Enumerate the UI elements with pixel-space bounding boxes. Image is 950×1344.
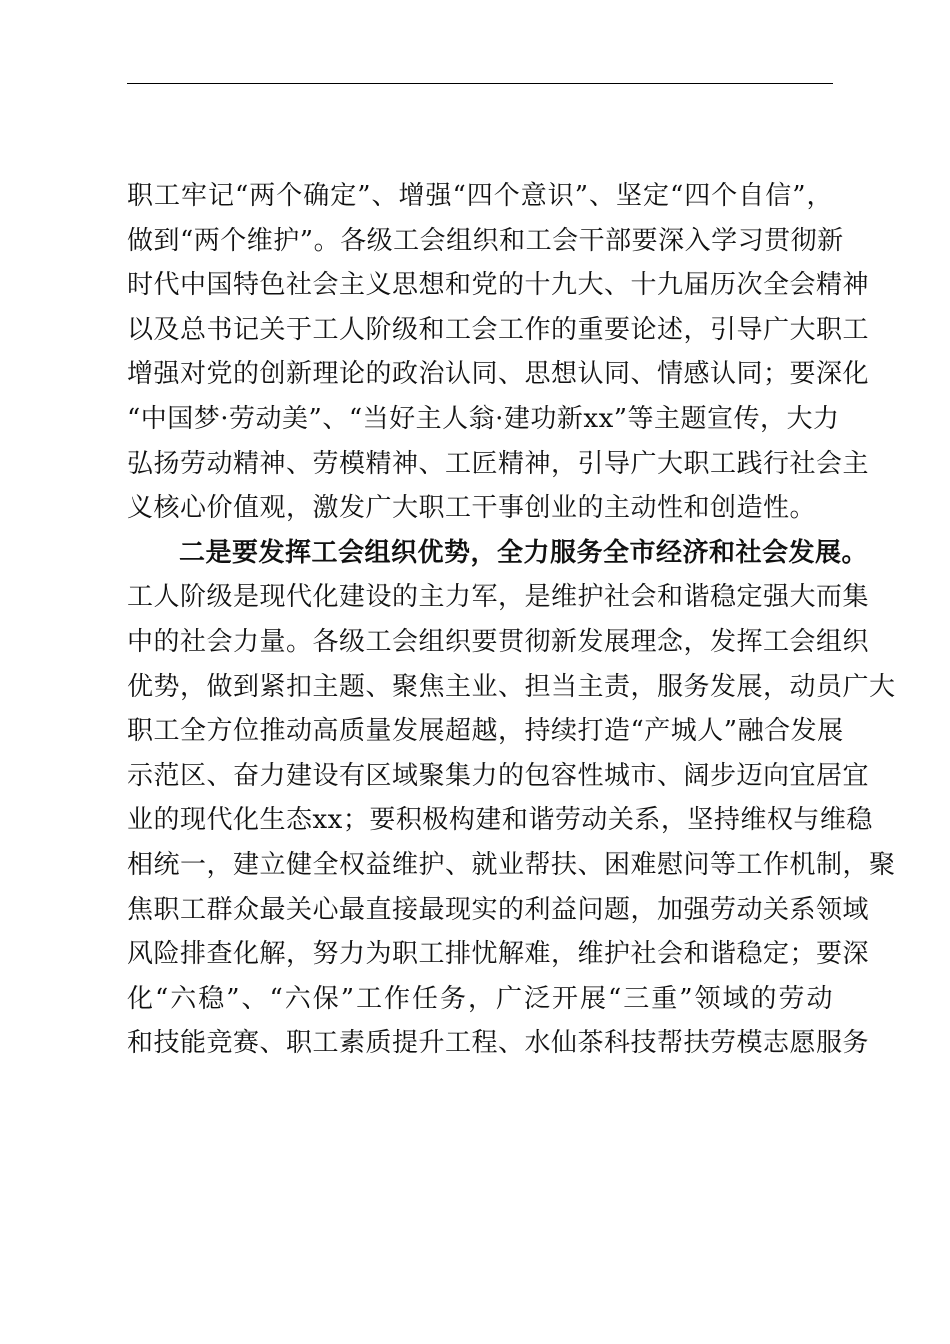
body-line: 优势，做到紧扣主题、聚焦主业、担当主责，服务发展，动员广大 — [127, 671, 896, 702]
document-body — [127, 174, 896, 1066]
body-line: 时代中国特色社会主义思想和党的十九大、十九届历次全会精神 — [127, 270, 870, 301]
body-line: “中国梦·劳动美”、“当好主人翁·建功新xx”等主题宣传，大力 — [127, 403, 840, 434]
body-line: 职工全方位推动高质量发展超越，持续打造“产城人”融合发展 — [127, 716, 844, 747]
body-line-paragraph-end: 义核心价值观，激发广大职工干事创业的主动性和创造性。 — [127, 493, 817, 524]
body-line: 业的现代化生态xx；要积极构建和谐劳动关系，坚持维权与维稳 — [127, 805, 873, 836]
body-line: 和技能竞赛、职工素质提升工程、水仙茶科技帮扶劳模志愿服务 — [127, 1028, 870, 1059]
body-line: 示范区、奋力建设有区域聚集力的包容性城市、阔步迈向宜居宜 — [127, 760, 870, 791]
body-line: 化“六稳”、“六保”工作任务，广泛开展“三重”领域的劳动 — [127, 983, 833, 1014]
body-line: 焦职工群众最关心最直接最现实的利益问题，加强劳动关系领域 — [127, 894, 870, 925]
body-line: 弘扬劳动精神、劳模精神、工匠精神，引导广大职工践行社会主 — [127, 448, 870, 479]
body-line: 中的社会力量。各级工会组织要贯彻新发展理念，发挥工会组织 — [127, 626, 870, 657]
body-line: 相统一，建立健全权益维护、就业帮扶、困难慰问等工作机制，聚 — [127, 849, 896, 880]
section-heading: 二是要发挥工会组织优势，全力服务全市经济和社会发展。 — [179, 537, 869, 568]
header-rule — [127, 83, 833, 84]
body-line: 以及总书记关于工人阶级和工会工作的重要论述，引导广大职工 — [127, 314, 870, 345]
body-line: 做到“两个维护”。各级工会组织和工会干部要深入学习贯彻新 — [127, 225, 844, 256]
body-line: 工人阶级是现代化建设的主力军，是维护社会和谐稳定强大而集 — [127, 582, 870, 613]
body-line: 风险排查化解，努力为职工排忧解难，维护社会和谐稳定；要深 — [127, 939, 870, 970]
body-line: 职工牢记“两个确定”、增强“四个意识”、坚定“四个自信”， — [127, 181, 833, 211]
body-line: 增强对党的创新理论的政治认同、思想认同、情感认同；要深化 — [127, 359, 870, 390]
